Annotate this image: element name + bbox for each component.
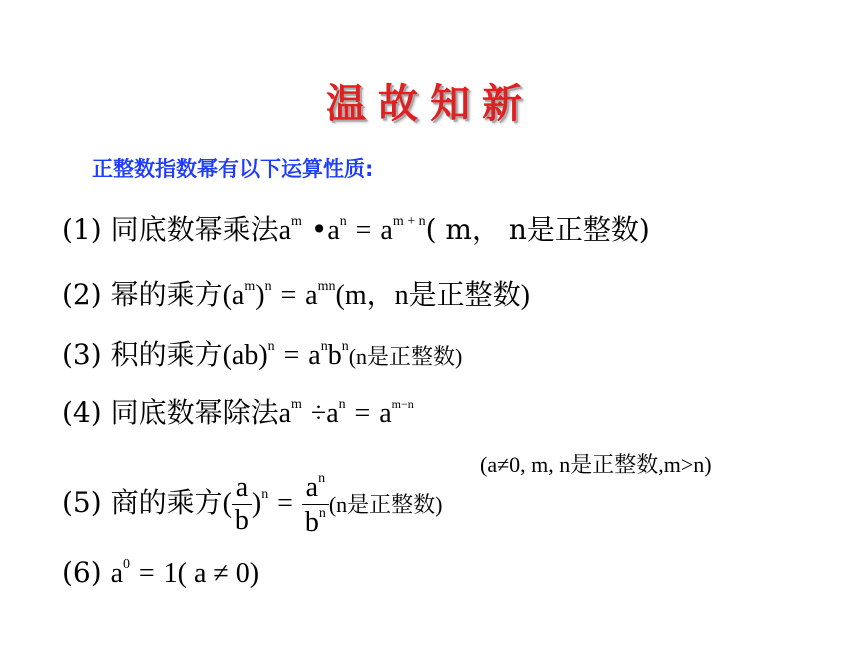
rule-4-a2: a — [326, 398, 339, 429]
rule-1-m: m — [291, 214, 302, 229]
rule-3-n: n — [267, 339, 275, 354]
subtitle: 正整数指数幂有以下运算性质: — [92, 157, 374, 181]
rule-6-cond: ( a ≠ 0) — [177, 558, 260, 589]
rule-4-m: m — [291, 397, 302, 412]
rule-1-a3: a — [380, 215, 393, 246]
rule-3-n3: n — [341, 339, 349, 354]
rule-6 — [62, 558, 259, 588]
rule-2-open: ( — [222, 280, 232, 311]
rule-5 — [62, 472, 443, 537]
rule-5-den2-n: n — [318, 506, 326, 521]
rule-3-a: a — [308, 340, 321, 371]
rule-2-exp: mn — [317, 279, 336, 294]
rule-2-a: a — [231, 280, 245, 311]
rule-5-cond: (n是正整数) — [328, 492, 443, 517]
rule-2 — [62, 280, 530, 310]
rule-4-label: (4) 同底数幂除法 — [62, 396, 279, 429]
rule-1-cond: ( m， n是正整数) — [425, 213, 650, 246]
rule-5-note: (a≠0, m, n是正整数,m>n) — [480, 452, 712, 477]
page-title: 温故知新 — [326, 81, 534, 127]
rule-5-label: (5) 商的乘方 — [62, 486, 223, 519]
rule-5-num: a — [232, 474, 252, 505]
rule-5-eq: = — [277, 488, 293, 519]
rule-5-fraction-2 — [302, 472, 329, 537]
rule-4 — [62, 398, 414, 428]
rule-1 — [62, 215, 650, 245]
rule-3-base: (ab) — [222, 340, 268, 371]
rule-4-n: n — [338, 397, 346, 412]
rule-4-a: a — [278, 398, 292, 429]
rule-5-fraction — [232, 474, 252, 535]
rule-1-exp: m + n — [392, 214, 426, 229]
rule-2-m: m — [244, 279, 256, 294]
rule-5-open: ( — [222, 488, 232, 519]
rule-1-a2: a — [327, 215, 340, 246]
rule-5-n: n — [261, 487, 269, 502]
rule-5-den: b — [234, 505, 249, 536]
rule-4-div: ÷ — [310, 398, 327, 429]
rule-4-exp: m−n — [391, 397, 414, 411]
rule-1-dot: • — [310, 213, 328, 246]
rule-3-b: b — [327, 340, 342, 371]
rule-5-den2: b — [304, 507, 319, 538]
rule-4-eq: = — [354, 398, 371, 429]
rule-6-a: a — [110, 558, 124, 589]
rule-2-n: n — [264, 279, 272, 294]
rule-3-n2: n — [320, 339, 328, 354]
rule-5-num2-n: n — [318, 471, 326, 486]
rule-3-label: (3) 积的乘方 — [62, 338, 223, 371]
rule-2-a2: a — [305, 280, 318, 311]
rule-3-eq: = — [283, 340, 300, 371]
rule-2-close: ) — [255, 280, 265, 311]
rule-5-num2: a — [305, 472, 319, 503]
rule-6-one: 1 — [163, 558, 178, 589]
rule-6-eq: = — [138, 558, 155, 589]
rule-4-a3: a — [379, 398, 392, 429]
rule-3 — [62, 340, 462, 370]
rule-5-close: ) — [251, 488, 262, 519]
rule-2-cond: (m，n是正整数) — [335, 280, 530, 311]
rule-1-a: a — [278, 215, 292, 246]
rule-1-eq: = — [355, 215, 372, 246]
rule-2-eq: = — [280, 280, 297, 311]
rule-1-n: n — [339, 214, 347, 229]
rule-6-zero: 0 — [123, 557, 131, 572]
rule-6-label: (6) — [62, 556, 102, 589]
rule-1-label: (1) 同底数幂乘法 — [62, 213, 279, 246]
rule-2-label: (2) 幂的乘方 — [62, 278, 223, 311]
rule-3-cond: (n是正整数) — [348, 344, 463, 369]
